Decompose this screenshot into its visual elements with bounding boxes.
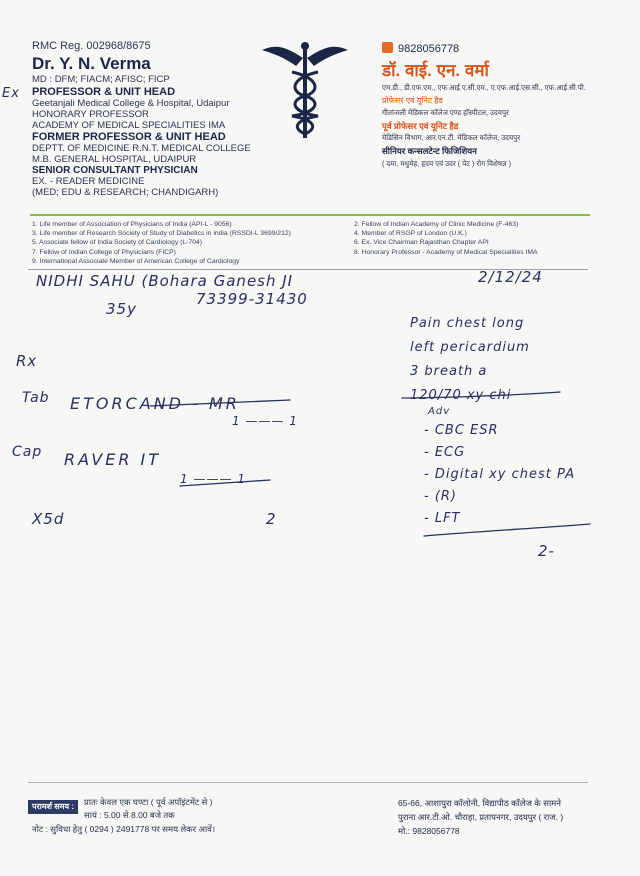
membership-item: 3. Life member of Research Society of Study of Diabetics in india (RSSDI-L 3699/212): [32, 230, 291, 238]
consultation-time-badge: परामर्श समय :: [28, 800, 78, 814]
investigation-item: - Digital xy chest PA: [424, 467, 576, 482]
membership-item: 9. International Associate Member of American College of Cardiology: [32, 257, 240, 265]
address-line: पुराना आर.टी.ओ. चौराहा, प्रतापनगर, उदयपुर ( राज. ): [398, 812, 564, 822]
hindi-line: गीतांजली मेडिकल कॉलेज एण्ड हॉस्पीटल, उदयपुर: [382, 108, 509, 118]
hindi-line: प्रोफेसर एवं यूनिट हैड: [382, 95, 443, 105]
doctor-qualifications: MD : DFM; FIACM; AFISC; FICP: [32, 74, 170, 85]
underline-stroke: [180, 480, 270, 486]
consultation-line: प्रातः केवल एक घण्टा ( पूर्व अपॉइंटमेंट से ): [84, 797, 213, 807]
investigation-item: - ECG: [424, 445, 466, 460]
credential-line: SENIOR CONSULTANT PHYSICIAN: [32, 165, 198, 176]
clinic-address: [398, 796, 563, 838]
credential-line: DEPTT. OF MEDICINE R.N.T. MEDICAL COLLEGE: [32, 143, 251, 154]
investigation-item: - LFT: [424, 511, 461, 526]
phone-text: 9828056778: [398, 43, 460, 55]
membership-item: 2. Fellow of Indian Academy of Clinic Medicine (F-463): [354, 221, 519, 228]
underline-stroke: [424, 524, 590, 536]
note-line: 3 breath a: [410, 364, 488, 379]
doctor-name-hindi: डॉ. वाई. एन. वर्मा: [382, 61, 489, 80]
hindi-line: सीनियर कन्सलटेन्ट फिजिशियन: [382, 145, 477, 156]
membership-item: 5. Associate fellow of India Society of Cardiology (L-704): [32, 239, 203, 247]
ex-handwritten-mark: Ex: [2, 86, 20, 101]
investigation-item: - (R): [424, 489, 457, 504]
underline-stroke: [150, 400, 290, 406]
footer-divider: [28, 782, 588, 783]
note-line: Pain chest long: [410, 316, 525, 331]
hindi-line: पूर्व प्रोफेसर एवं यूनिट हैड: [382, 120, 459, 131]
rx-item-name: ETORCAND - MR: [70, 394, 240, 413]
credential-line: Geetanjali Medical College & Hospital, Udaipur: [32, 98, 230, 109]
credential-line: M.B. GENERAL HOSPITAL, UDAIPUR: [32, 154, 197, 165]
patient-name: NIDHI SAHU (Bohara Ganesh JI: [36, 272, 294, 290]
visit-date: 2/12/24: [478, 268, 543, 286]
underline-stroke: [402, 392, 560, 398]
rx-item-form: Tab: [22, 390, 50, 406]
doctor-name: Dr. Y. N. Verma: [32, 54, 151, 73]
credential-line: (MED; EDU & RESEARCH; CHANDIGARH): [32, 187, 219, 198]
address-line: 65-66, आशापुरा कॉलोनी, विद्यापीठ कॉलेज के सामने: [398, 798, 561, 808]
consultation-hours: [84, 796, 213, 822]
rmc-registration: RMC Reg. 002968/8675: [32, 40, 151, 52]
credential-line: PROFESSOR & UNIT HEAD: [32, 86, 176, 98]
credential-line: ACADEMY OF MEDICAL SPECIALITIES IMA: [32, 120, 226, 131]
notes-signature: 2-: [538, 542, 555, 560]
rx-item-dose: 1 ——— 1: [180, 472, 246, 486]
membership-item: 4. Member of RSGP of London (U.K.): [354, 230, 467, 238]
patient-age: 35y: [106, 300, 137, 318]
rx-duration-sign: 2: [266, 510, 277, 528]
credential-line: HONORARY PROFESSOR: [32, 109, 149, 120]
hindi-line: मेडिसिन विभाग, आर.एन.टी. मेडिकल कॉलेज, उदयपुर: [382, 133, 521, 143]
note-line: 120/70 xy chi: [410, 388, 512, 403]
hindi-line: ( दमा, मधुमेह, हृदय एवं उदर ( पेट ) रोग विशेषज्ञ ): [382, 158, 512, 168]
membership-item: 7. Fellow of Indian College of Physicians (FICP): [32, 248, 176, 256]
rx-duration: X5d: [32, 510, 65, 528]
appointment-note: नोट : सुविधा हेतु ( 0294 ) 2491778 पर समय लेकर आवें।: [32, 824, 216, 834]
rx-item-form: Cap: [12, 444, 43, 460]
note-line: left pericardium: [410, 340, 530, 355]
advice-label: Adv: [428, 406, 451, 417]
hindi-line: एम.डी., डी.एफ.एम., एफ.आई.ए.सी.एम., ए.एफ.आई.एस.सी., एफ.आई.सी.पी.: [382, 83, 586, 92]
credential-line: FORMER PROFESSOR & UNIT HEAD: [32, 131, 226, 143]
membership-item: 1. Life member of Association of Physicians of India (API-L - 9056): [32, 221, 232, 228]
membership-item: 8. Honorary Professor - Academy of Medical Specialities IMA: [354, 248, 538, 256]
consultation-line: सायं : 5.00 से 8.00 बजे तक: [84, 810, 175, 820]
rx-item-name: RAVER IT: [64, 450, 162, 469]
membership-item: 6. Ex. Vice Chairman Rajasthan Chapter API: [354, 239, 489, 247]
credential-line: EX. - READER MEDICINE: [32, 176, 145, 187]
address-line: मो.: 9828056778: [398, 826, 460, 836]
patient-phone: 73399-31430: [196, 290, 308, 308]
rx-symbol: Rx: [16, 352, 38, 370]
rx-item-dose: 1 ——— 1: [232, 414, 298, 428]
investigation-item: - CBC ESR: [424, 423, 499, 438]
